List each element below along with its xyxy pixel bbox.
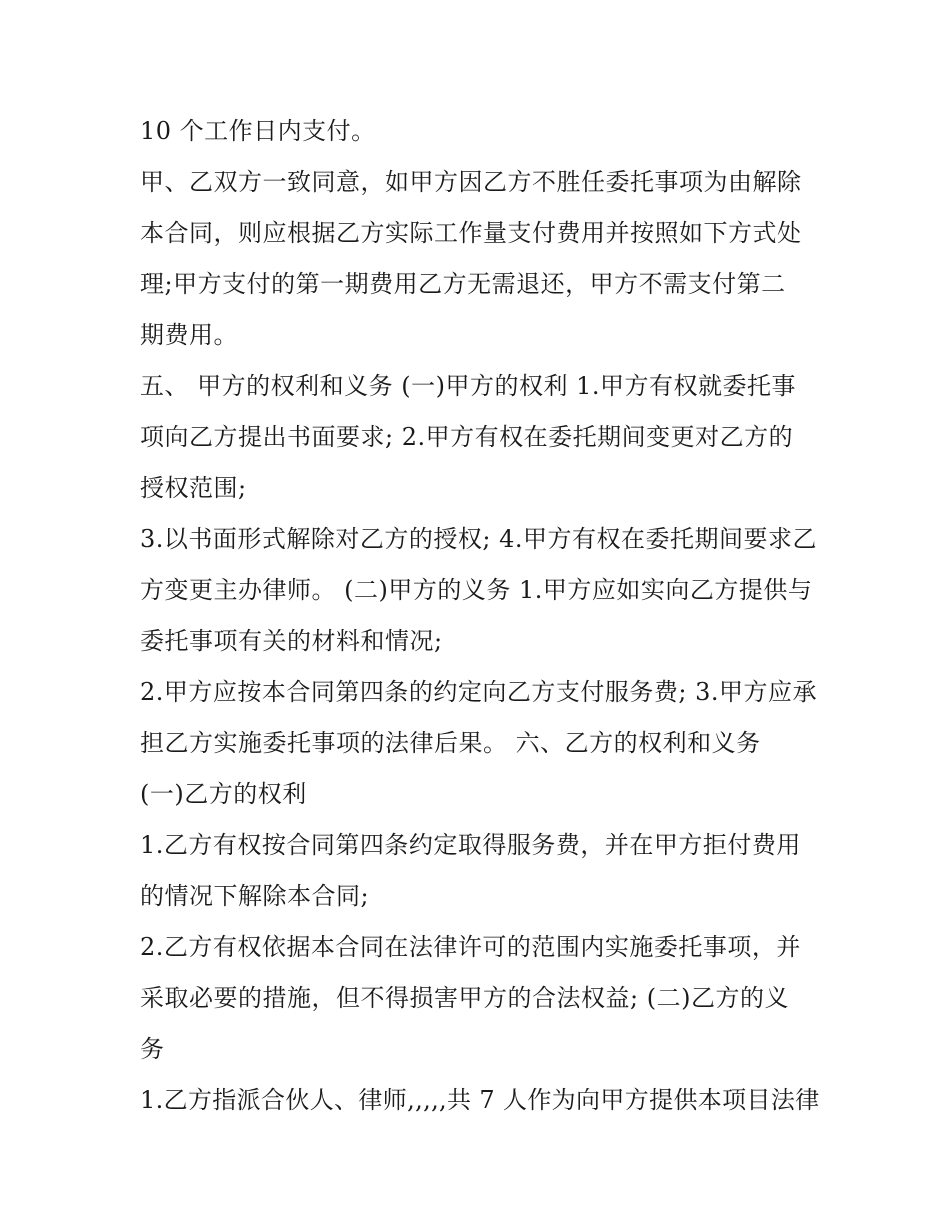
text-line: (一)乙方的权利 — [140, 780, 307, 808]
text-line: 委托事项有关的材料和情况; — [140, 627, 443, 655]
text-line: 1.乙方有权按合同第四条约定取得服务费，并在甲方拒付费用 — [140, 831, 801, 859]
text-line: 方变更主办律师。 (二)甲方的义务 1.甲方应如实向乙方提供与 — [140, 576, 813, 604]
text-line: 采取必要的措施，但不得损害甲方的合法权益; (二)乙方的义 — [140, 984, 789, 1012]
text-line: 授权范围; — [140, 474, 247, 502]
text-line: 10 个工作日内支付。 — [140, 117, 376, 145]
text-line: 本合同，则应根据乙方实际工作量支付费用并按照如下方式处 — [140, 219, 802, 247]
text-line: 3.以书面形式解除对乙方的授权; 4.甲方有权在委托期间要求乙 — [140, 525, 818, 553]
text-line: 的情况下解除本合同; — [140, 882, 370, 910]
text-line: 1.乙方指派合伙人、律师,,,,,共 7 人作为向甲方提供本项目法律 — [140, 1086, 820, 1114]
contract-body-text — [140, 110, 820, 1130]
text-line: 期费用。 — [140, 321, 238, 349]
text-line: 理;甲方支付的第一期费用乙方无需退还，甲方不需支付第二 — [140, 270, 786, 298]
text-line: 2.乙方有权依据本合同在法律许可的范围内实施委托事项，并 — [140, 933, 801, 961]
text-line: 甲、乙双方一致同意，如甲方因乙方不胜任委托事项为由解除 — [140, 168, 802, 196]
text-line: 2.甲方应按本合同第四条的约定向乙方支付服务费; 3.甲方应承 — [140, 678, 818, 706]
text-line: 务 — [140, 1035, 165, 1063]
text-line: 项向乙方提出书面要求; 2.甲方有权在委托期间变更对乙方的 — [140, 423, 794, 451]
text-line: 担乙方实施委托事项的法律后果。 六、乙方的权利和义务 — [140, 729, 761, 757]
text-line: 五、 甲方的权利和义务 (一)甲方的权利 1.甲方有权就委托事 — [140, 372, 797, 400]
